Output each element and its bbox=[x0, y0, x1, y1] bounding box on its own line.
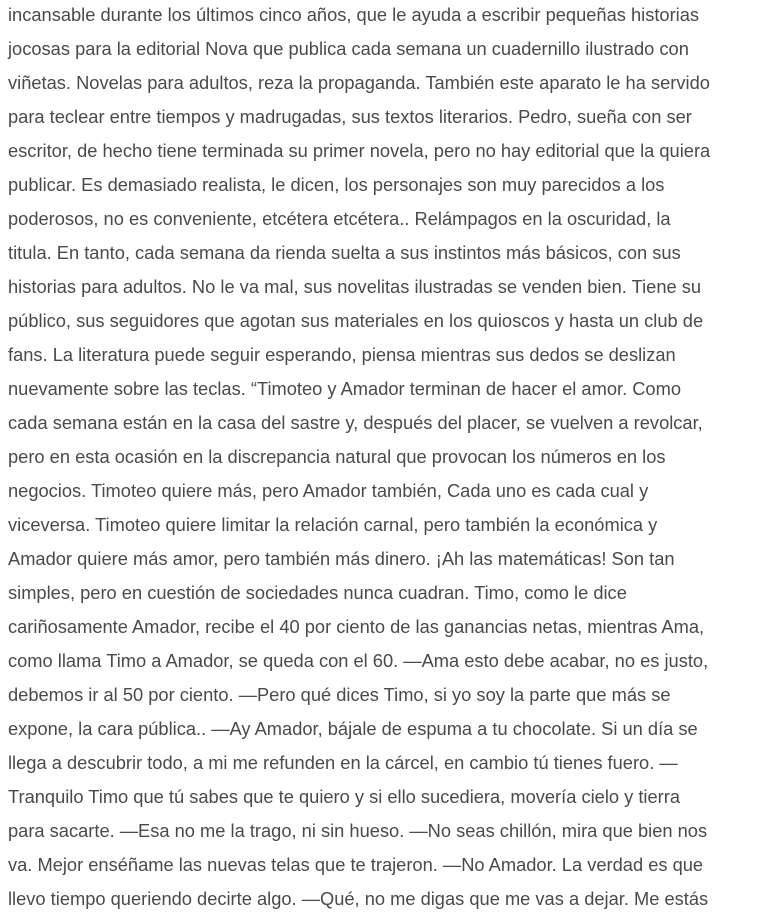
text-line: jocosas para la editorial Nova que publica cada semana un cuadernillo ilustrado con bbox=[8, 38, 689, 59]
text-line: viñetas. Novelas para adultos, reza la propaganda. También este aparato le ha servido bbox=[8, 72, 710, 93]
text-line: viceversa. Timoteo quiere limitar la relación carnal, pero también la económica y bbox=[8, 514, 658, 535]
text-line: cariñosamente Amador, recibe el 40 por ciento de las ganancias netas, mientras Ama, bbox=[8, 616, 705, 637]
text-line: Tranquilo Timo que tú sabes que te quiero y si ello sucediera, movería cielo y tierra bbox=[8, 786, 681, 807]
text-line: para sacarte. —Esa no me la trago, ni sin hueso. —No seas chillón, mira que bien nos bbox=[8, 820, 708, 841]
text-line: historias para adultos. No le va mal, sus novelitas ilustradas se venden bien. Tiene su bbox=[8, 276, 702, 297]
text-line: debemos ir al 50 por ciento. —Pero qué dices Timo, si yo soy la parte que más se bbox=[8, 684, 671, 705]
text-line: nuevamente sobre las teclas. “Timoteo y Amador terminan de hacer el amor. Como bbox=[8, 378, 681, 399]
text-line: cada semana están en la casa del sastre y, después del placer, se vuelven a revolcar, bbox=[8, 412, 703, 433]
text-line: escritor, de hecho tiene terminada su primer novela, pero no hay editorial que la quiera bbox=[8, 140, 711, 161]
text-line: simples, pero en cuestión de sociedades nunca cuadran. Timo, como le dice bbox=[8, 582, 627, 603]
text-line: titula. En tanto, cada semana da rienda suelta a sus instintos más básicos, con sus bbox=[8, 242, 681, 263]
text-line: incansable durante los últimos cinco años, que le ayuda a escribir pequeñas historias bbox=[8, 4, 700, 25]
text-line: fans. La literatura puede seguir esperando, piensa mientras sus dedos se deslizan bbox=[8, 344, 676, 365]
text-line: como llama Timo a Amador, se queda con el 60. —Ama esto debe acabar, no es justo, bbox=[8, 650, 709, 671]
text-line: para teclear entre tiempos y madrugadas, sus textos literarios. Pedro, sueña con ser bbox=[8, 106, 692, 127]
text-line: va. Mejor enséñame las nuevas telas que te trajeron. —No Amador. La verdad es que bbox=[8, 854, 704, 875]
text-line: negocios. Timoteo quiere más, pero Amador también, Cada uno es cada cual y bbox=[8, 480, 649, 501]
text-line: expone, la cara pública.. —Ay Amador, bájale de espuma a tu chocolate. Si un día se bbox=[8, 718, 698, 739]
text-line: publicar. Es demasiado realista, le dicen, los personajes son muy parecidos a los bbox=[8, 174, 665, 195]
text-line: pero en esta ocasión en la discrepancia natural que provocan los números en los bbox=[8, 446, 666, 467]
text-line: poderosos, no es conveniente, etcétera etcétera.. Relámpagos en la oscuridad, la bbox=[8, 208, 671, 229]
text-line: llega a descubrir todo, a mi me refunden en la cárcel, en cambio tú tienes fuero. — bbox=[8, 752, 678, 773]
text-line: público, sus seguidores que agotan sus materiales en los quioscos y hasta un club de bbox=[8, 310, 704, 331]
text-line: Amador quiere más amor, pero también más dinero. ¡Ah las matemáticas! Son tan bbox=[8, 548, 675, 569]
article-body bbox=[8, 0, 776, 916]
text-line: llevo tiempo queriendo decirte algo. —Qué, no me digas que me vas a dejar. Me estás bbox=[8, 888, 709, 909]
